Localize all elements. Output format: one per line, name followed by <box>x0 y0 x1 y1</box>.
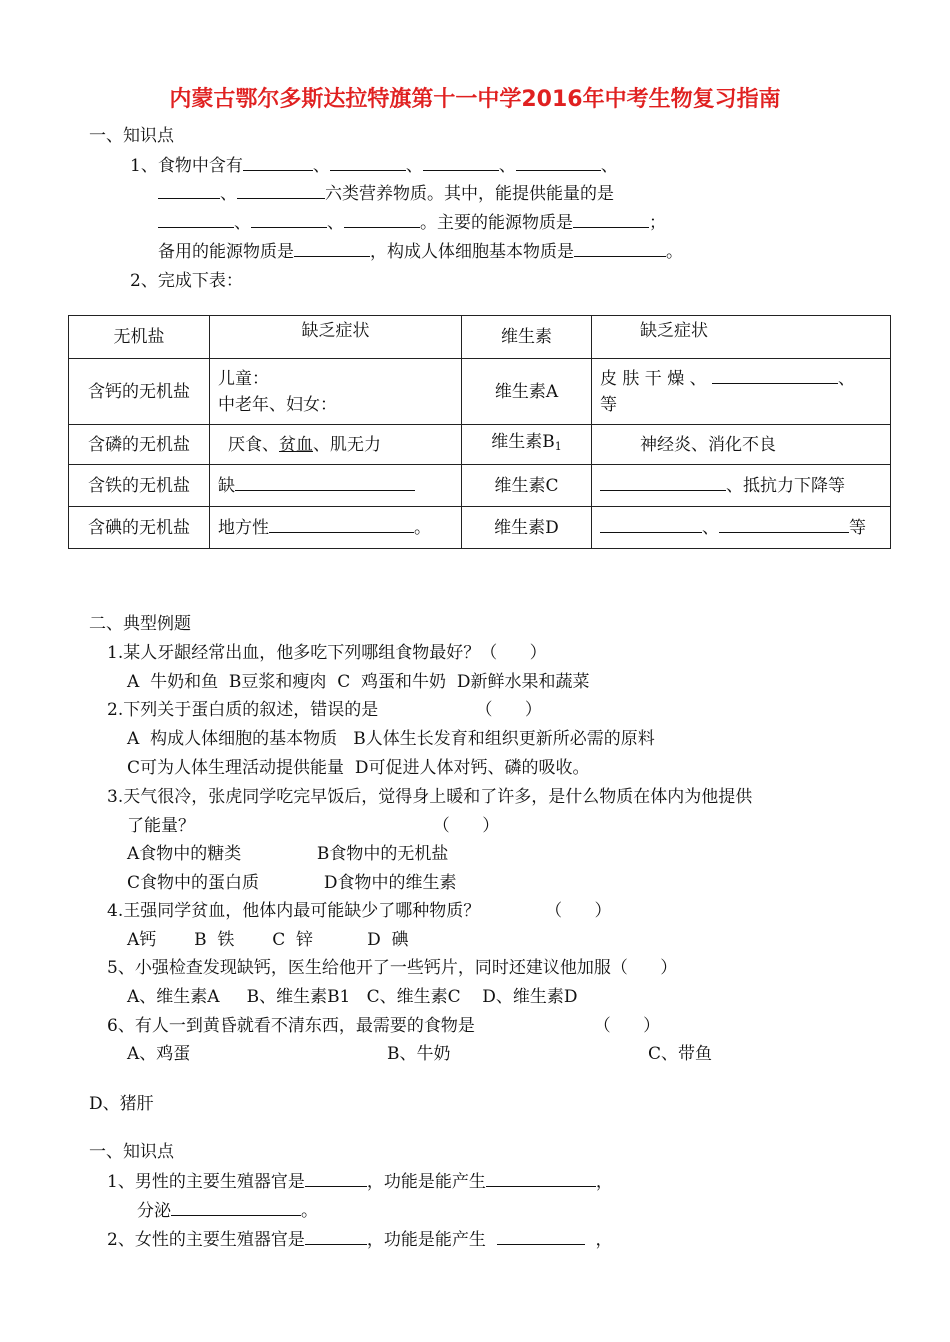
answer-blank[interactable] <box>600 474 726 491</box>
question-line: 1、男性的主要生殖器官是 ，功能是能产生 ， <box>107 1172 613 1192</box>
answer-blank[interactable] <box>269 516 414 533</box>
table-cell: 含铁的无机盐 <box>69 465 210 507</box>
answer-blank[interactable] <box>600 516 702 533</box>
table-cell: 含碘的无机盐 <box>69 507 210 549</box>
answer-blank[interactable] <box>344 211 420 228</box>
option-line: C、带鱼 <box>648 1044 713 1064</box>
answer-blank[interactable] <box>235 474 415 491</box>
table-row <box>69 507 891 549</box>
option-line: D、猪肝 <box>89 1094 154 1114</box>
table-cell: 维生素C <box>462 465 592 507</box>
question-line: 2、女性的主要生殖器官是 ，功能是能产生 ， <box>107 1230 613 1250</box>
question-line: 分泌 。 <box>137 1201 318 1221</box>
table-cell: 含磷的无机盐 <box>69 425 210 465</box>
answer-blank[interactable] <box>158 211 234 228</box>
answer-blank[interactable] <box>516 154 601 171</box>
answer-blank[interactable] <box>719 516 849 533</box>
table-cell: 维生素D <box>462 507 592 549</box>
table-row <box>69 465 891 507</box>
question-line: 6、有人一到黄昏就看不清东西，最需要的食物是 （ ） <box>107 1016 661 1036</box>
answer-blank[interactable] <box>712 367 838 384</box>
q1-line4: 备用的能源物质是 ，构成人体细胞基本物质是 。 <box>158 242 683 262</box>
option-line: A 构成人体细胞的基本物质 B人体生长发育和组织更新所必需的原料 <box>127 729 655 749</box>
answer-blank[interactable] <box>305 1228 367 1245</box>
answer-blank[interactable] <box>171 1199 301 1216</box>
table-cell: 神经炎、消化不良 <box>592 425 891 465</box>
q1-line2: 、 六类营养物质。其中，能提供能量的是 <box>158 182 614 205</box>
answer-blank[interactable] <box>330 154 406 171</box>
option-line: A食物中的糖类 B食物中的无机盐 <box>127 844 449 864</box>
question-line: 1.某人牙龈经常出血，他多吃下列哪组食物最好？（ ） <box>107 643 547 663</box>
table-row <box>69 425 891 465</box>
q1-line3: 、 、 。主要的能源物质是 ； <box>158 211 666 234</box>
header-mineral: 无机盐 <box>69 316 210 359</box>
table-cell: 缺 <box>210 465 462 507</box>
option-line: C食物中的蛋白质 D食物中的维生素 <box>127 873 457 893</box>
header-symptom: 缺乏症状 <box>210 316 462 359</box>
option-line: C可为人体生理活动提供能量 D可促进人体对钙、磷的吸收。 <box>127 758 590 778</box>
option-line: B、牛奶 <box>387 1044 451 1064</box>
option-line: A 牛奶和鱼 B豆浆和瘦肉 C 鸡蛋和牛奶 D新鲜水果和蔬菜 <box>127 672 590 692</box>
question-line: 4.王强同学贫血，他体内最可能缺少了哪种物质？ （ ） <box>107 901 612 921</box>
q2-instruction: 2、完成下表： <box>130 271 243 291</box>
document-title: 内蒙古鄂尔多斯达拉特旗第十一中学2016年中考生物复习指南 <box>169 87 781 112</box>
table-cell: 维生素$B_1$ <box>462 425 592 465</box>
answer-blank[interactable] <box>423 154 499 171</box>
table-cell: 厌食、贫血、肌无力 <box>210 425 462 465</box>
question-line: 2.下列关于蛋白质的叙述，错误的是 （ ） <box>107 700 542 720</box>
answer-blank[interactable] <box>237 182 325 199</box>
table-row <box>69 359 891 425</box>
answer-blank[interactable] <box>158 182 220 199</box>
section-heading: 一、知识点 <box>89 126 174 146</box>
answer-blank[interactable] <box>305 1170 367 1187</box>
option-line: A钙 B 铁 C 锌 D 碘 <box>127 930 409 950</box>
question-line: 了能量？ （ ） <box>127 816 500 836</box>
table-cell: 儿童： 中老年、妇女： <box>210 359 462 425</box>
question-line: 3.天气很冷，张虎同学吃完早饭后，觉得身上暖和了许多，是什么物质在体内为他提供 <box>107 787 753 807</box>
answer-blank[interactable] <box>251 211 327 228</box>
header-symptom: 缺乏症状 <box>592 316 891 359</box>
section-heading: 二、典型例题 <box>89 614 191 634</box>
deficiency-table <box>68 315 891 549</box>
table-cell: 、 等 <box>592 507 891 549</box>
answer-blank[interactable] <box>573 211 649 228</box>
table-cell: 含钙的无机盐 <box>69 359 210 425</box>
answer-blank[interactable] <box>243 154 313 171</box>
q1-line1: 1、食物中含有 、 、 、 、 <box>130 156 618 176</box>
answer-blank[interactable] <box>486 1170 596 1187</box>
table-cell: 维生素A <box>462 359 592 425</box>
section-heading: 一、知识点 <box>89 1142 174 1162</box>
answer-blank[interactable] <box>294 240 370 257</box>
table-cell: 、抵抗力下降等 <box>592 465 891 507</box>
question-line: 5、小强检查发现缺钙，医生给他开了一些钙片，同时还建议他加服（ ） <box>107 958 678 978</box>
answer-blank[interactable] <box>574 240 666 257</box>
header-vitamin: 维生素 <box>462 316 592 359</box>
table-cell: 皮 肤 干 燥 、 、 等 <box>592 359 891 425</box>
option-line: A、鸡蛋 <box>127 1044 191 1064</box>
option-line: A、维生素A B、维生素B1 C、维生素C D、维生素D <box>127 987 578 1007</box>
answer-blank[interactable] <box>497 1228 585 1245</box>
table-header-row <box>69 316 891 359</box>
table-cell: 地方性 。 <box>210 507 462 549</box>
